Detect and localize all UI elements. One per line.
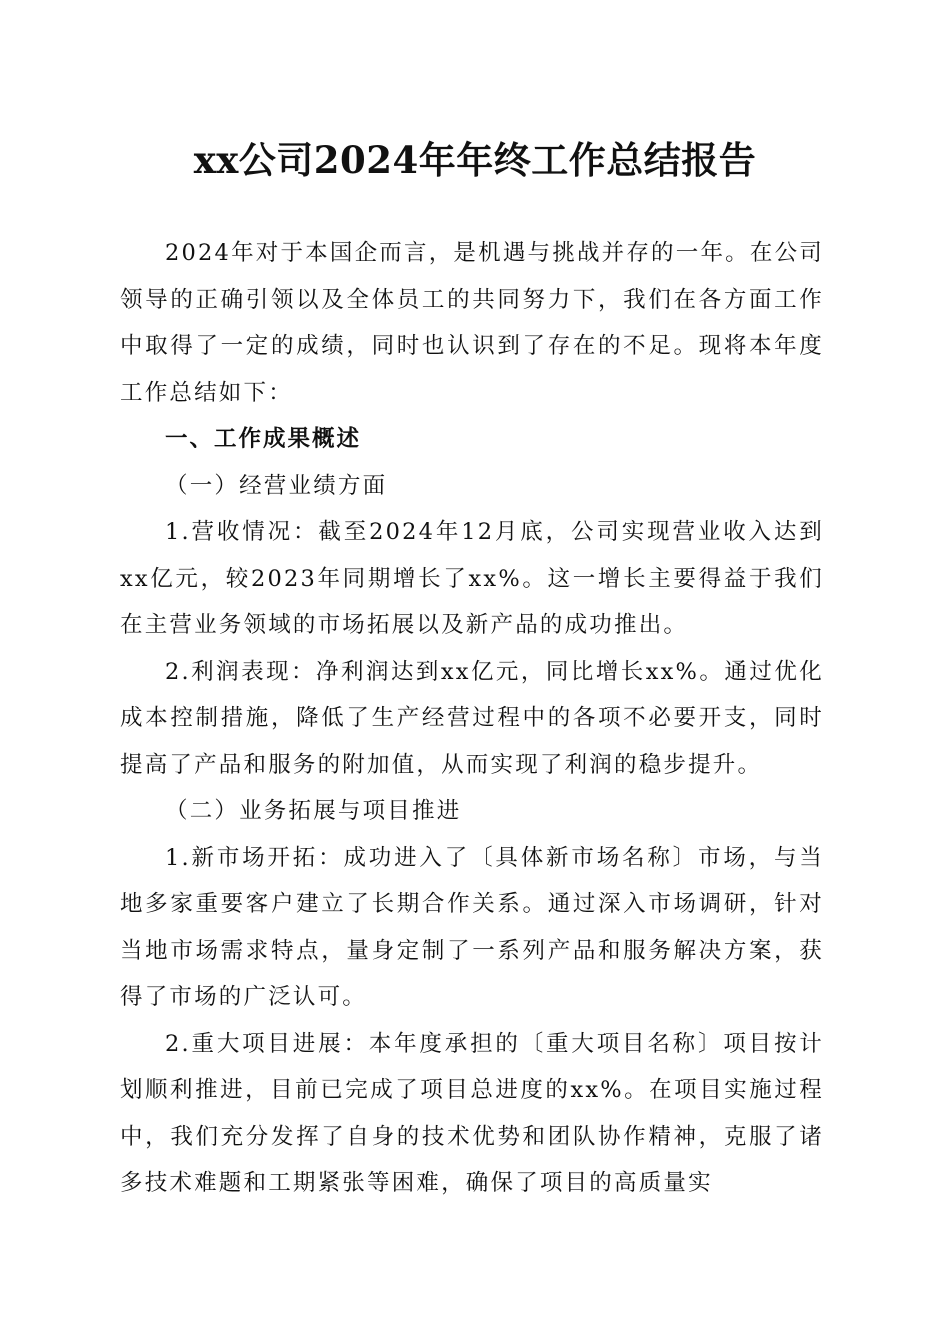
subsection-heading-business-performance: （一）经营业绩方面 — [165, 472, 388, 499]
paragraph-revenue: 1.营收情况：截至2024年12月底，公司实现营业收入达到xx亿元，较2023年同期增长了xx%。这一增长主要得益于我们在主营业务领域的市场拓展以及新产品的成功推出。 — [120, 519, 824, 638]
subsection-heading-business-expansion: （二）业务拓展与项目推进 — [165, 798, 462, 824]
section-heading-work-results: 一、工作成果概述 — [165, 426, 362, 452]
paragraph-major-project: 2.重大项目进展：本年度承担的〔重大项目名称〕项目按计划顺利推进，目前已完成了项目总进度的xx%。在项目实施过程中，我们充分发挥了自身的技术优势和团队协作精神，克服了诸多技术难题和工期紧张等困难，确保了项目的高质量实 — [120, 1030, 824, 1196]
document-body — [120, 230, 824, 1207]
intro-paragraph: 2024年对于本国企而言，是机遇与挑战并存的一年。在公司领导的正确引领以及全体员工的共同努力下，我们在各方面工作中取得了一定的成绩，同时也认识到了存在的不足。现将本年度工作总结如下： — [120, 240, 824, 406]
document-title: xx公司2024年年终工作总结报告 — [193, 138, 757, 182]
paragraph-new-market: 1.新市场开拓：成功进入了〔具体新市场名称〕市场，与当地多家重要客户建立了长期合作关系。通过深入市场调研，针对当地市场需求特点，量身定制了一系列产品和服务解决方案，获得了市场的广泛认可。 — [120, 844, 824, 1010]
paragraph-profit: 2.利润表现：净利润达到xx亿元，同比增长xx%。通过优化成本控制措施，降低了生产经营过程中的各项不必要开支，同时提高了产品和服务的附加值，从而实现了利润的稳步提升。 — [120, 658, 824, 778]
